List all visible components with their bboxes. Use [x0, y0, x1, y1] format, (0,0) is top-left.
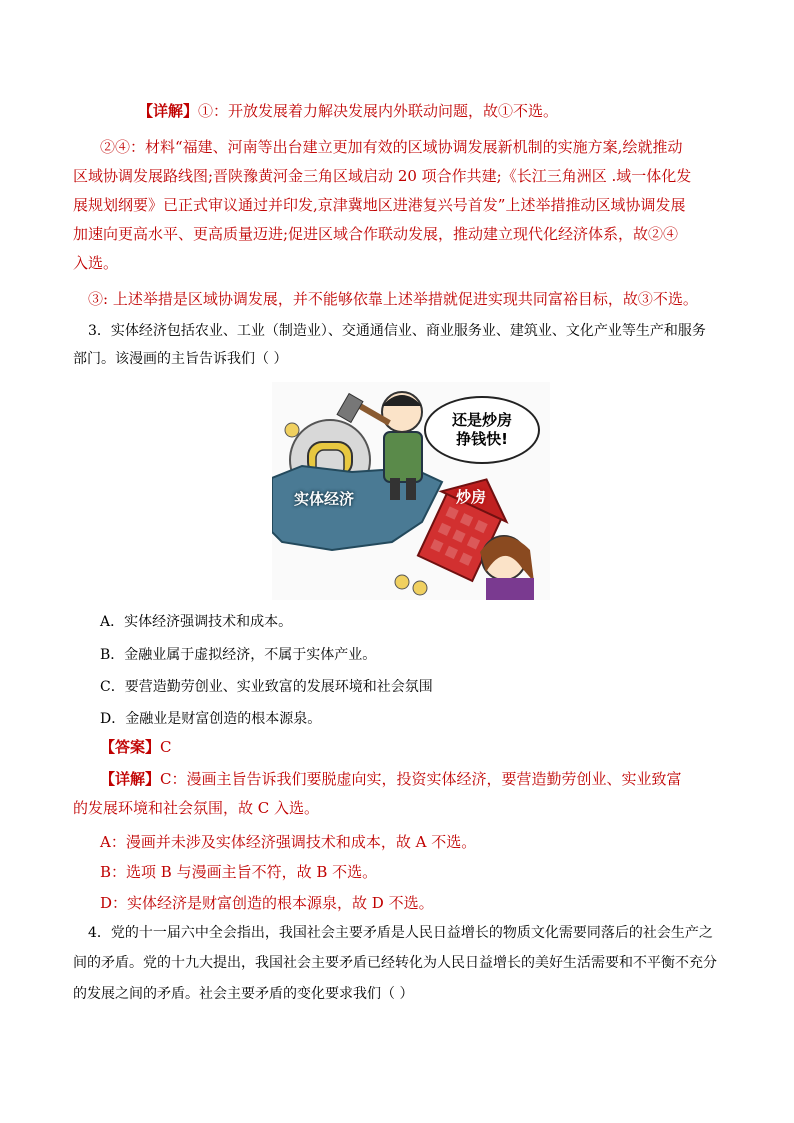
detail-line: 的发展环境和社会氛围，故 C 入选。 — [73, 799, 320, 817]
question-4-line: 的发展之间的矛盾。社会主要矛盾的变化要求我们（ ） — [73, 986, 414, 1002]
detail-line — [100, 766, 740, 792]
detail-text: ①：开放发展着力解决发展内外联动问题，故①不选。 — [198, 102, 559, 120]
cartoon-image — [272, 382, 550, 600]
answer-tag: 【答案】 — [100, 738, 161, 756]
option-d: D．金融业是财富创造的根本源泉。 — [100, 711, 322, 727]
detail-option-d: D：实体经济是财富创造的根本源泉，故 D 不选。 — [100, 894, 434, 912]
detail-option-a: A：漫画并未涉及实体经济强调技术和成本，故 A 不选。 — [100, 833, 477, 851]
analysis-line: 区域协调发展路线图;晋陕豫黄河金三角区域启动 20 项合作共建;《长江三角洲区 .域一体化发 — [73, 167, 692, 185]
analysis-line: 展规划纲要》已正式审议通过并印发,京津冀地区进港复兴号首发”上述举措推动区域协调发展 — [73, 196, 686, 214]
detail-tag: 【详解】 — [138, 102, 199, 120]
option-b: B．金融业属于虚拟经济，不属于实体产业。 — [100, 647, 377, 663]
question-4-line: 4．党的十一届六中全会指出，我国社会主要矛盾是人民日益增长的物质文化需要同落后的社会生产之 — [88, 925, 713, 941]
question-3-line: 3．实体经济包括农业、工业（制造业）、交通通信业、商业服务业、建筑业、文化产业等生产和服务 — [88, 323, 706, 339]
option-a: A．实体经济强调技术和成本。 — [100, 614, 293, 630]
analysis-line: 入选。 — [73, 254, 119, 272]
speech-bubble — [424, 396, 540, 464]
rock-label: 实体经济 — [294, 490, 355, 508]
detail-text: C：漫画主旨告诉我们要脱虚向实，投资实体经济，要营造勤劳创业、实业致富 — [160, 770, 682, 788]
option-c: C．要营造勤劳创业、实业致富的发展环境和社会氛围 — [100, 679, 433, 695]
analysis-paragraph-3: ③: 上述举措是区域协调发展，并不能够依靠上述举措就促进实现共同富裕目标，故③不选。 — [88, 290, 698, 308]
speech-bubble-line: 挣钱快! — [456, 430, 508, 448]
house-label: 炒房 — [456, 488, 487, 506]
answer-value: C — [160, 738, 172, 756]
speech-bubble-line: 还是炒房 — [451, 411, 512, 429]
analysis-line: ②④：材料“福建、河南等出台建立更加有效的区域协调发展新机制的实施方案,绘就推动 — [100, 138, 683, 156]
detail-paragraph-1 — [138, 98, 788, 124]
detail-option-b: B：选项 B 与漫画主旨不符，故 B 不选。 — [100, 863, 378, 881]
analysis-line: 加速向更高水平、更高质量迈进;促进区域合作联动发展，推动建立现代化经济体系，故②④ — [73, 225, 679, 243]
question-3-line: 部门。该漫画的主旨告诉我们（ ） — [73, 351, 288, 367]
question-4-line: 间的矛盾。党的十九大提出，我国社会主要矛盾已经转化为人民日益增长的美好生活需要和不平衡不充分 — [73, 955, 717, 971]
answer-line — [100, 734, 750, 760]
detail-tag: 【详解】 — [100, 770, 161, 788]
